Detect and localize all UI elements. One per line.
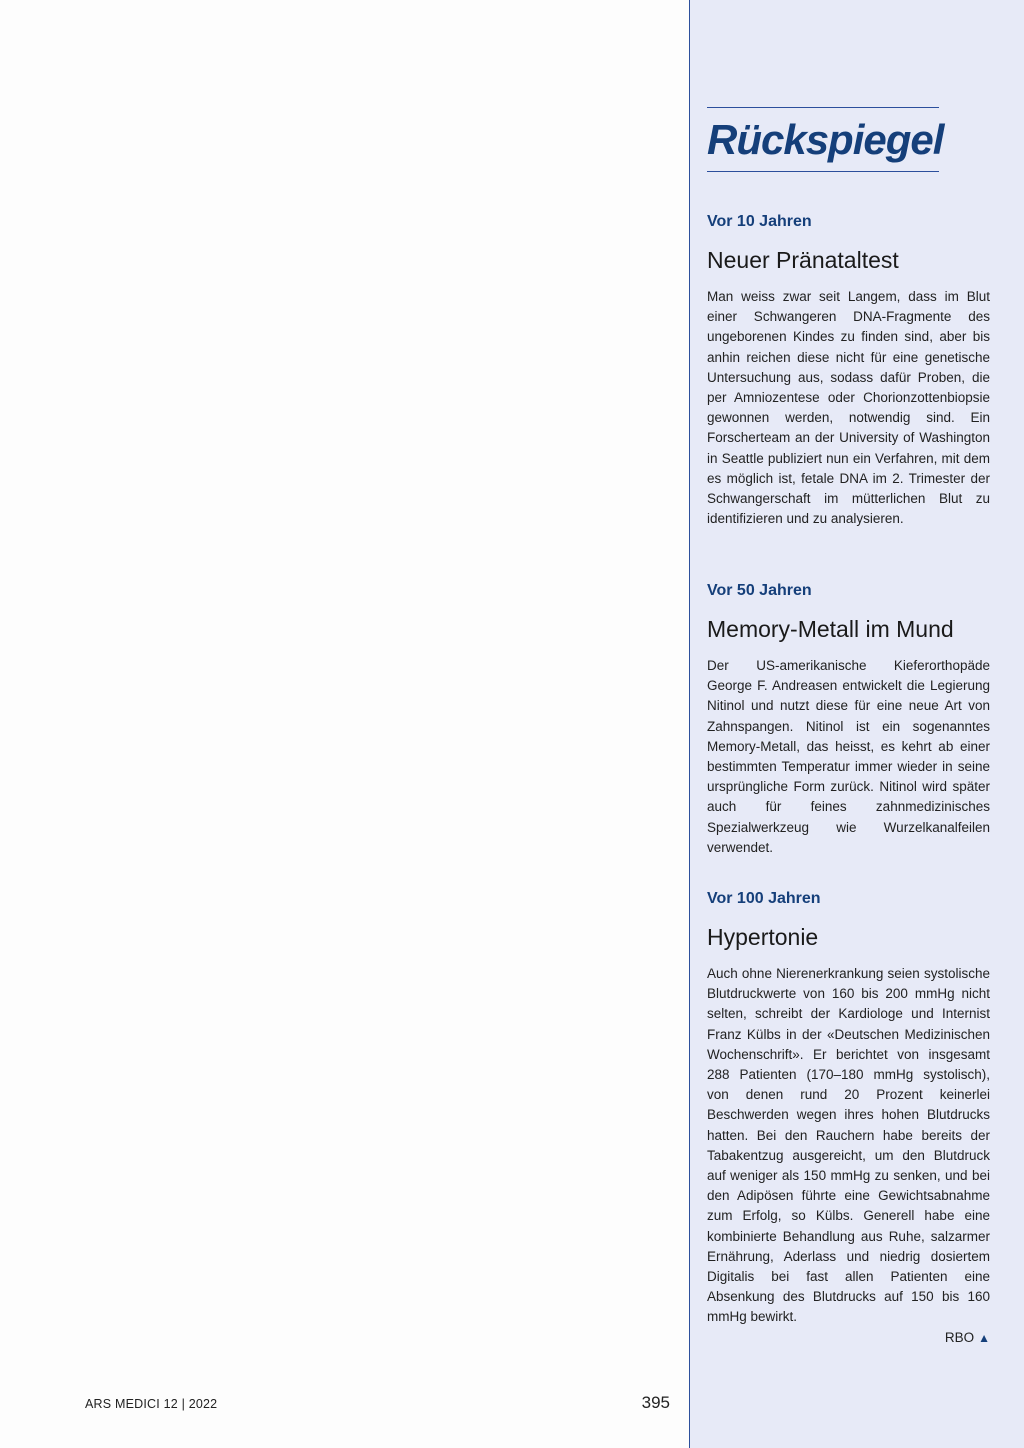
triangle-up-icon: ▲ bbox=[978, 1331, 990, 1345]
signature-text: RBO bbox=[944, 1330, 975, 1345]
section-body: Man weiss zwar seit Langem, dass im Blut einer Schwangeren DNA-Fragmente des ungeborenen Kindes zu finden sind, aber bis anhin reichen diese nicht für eine genetische Untersuchung aus, sodass dafür Proben, die per Amniozentese oder Chorionzottenbiopsie gewonnen werden, notwendig sind. Ein Forscherteam an der University of Washington in Seattle publiziert nun ein Verfahren, mit dem es möglich ist, fetale DNA im 2. Trimester der Schwangerschaft im mütterlichen Blut zu identifizieren und zu analysieren. bbox=[707, 289, 990, 527]
section-100-years bbox=[707, 889, 990, 1328]
section-kicker: Vor 50 Jahren bbox=[707, 582, 812, 599]
page-number: 395 bbox=[641, 1393, 670, 1412]
journal-footer: ARS MEDICI 12 | 2022 bbox=[85, 1397, 218, 1411]
section-10-years bbox=[707, 212, 990, 529]
section-kicker: Vor 10 Jahren bbox=[707, 213, 812, 230]
section-kicker: Vor 100 Jahren bbox=[707, 890, 821, 907]
sidebar-title: Rückspiegel bbox=[707, 116, 944, 163]
section-body: Auch ohne Nierenerkrankung seien systolische Blutdruckwerte von 160 bis 200 mmHg nicht selten, schreibt der Kardiologe und Internist Franz Külbs in der «Deutschen Medizinischen Wochenschrift». Er berichtet von insgesamt 288 Patienten (170–180 mmHg systolisch), von denen rund 20 Prozent keinerlei Beschwerden wegen ihres hohen Blutdrucks hatten. Bei den Rauchern habe bereits der Tabakentzug ausgereicht, um den Blutdruck auf weniger als 150 mmHg zu senken, und bei den Adipösen führte eine Gewichtsabnahme zum Erfolg, so Külbs. Generell habe eine kombinierte Behandlung aus Ruhe, salzarmer Ernährung, Aderlass und niedrig dosiertem Digitalis bei fast allen Patienten eine Absenkung des Blutdrucks auf 150 bis 160 mmHg bewirkt. bbox=[707, 966, 990, 1325]
section-heading: Memory-Metall im Mund bbox=[707, 616, 954, 642]
section-heading: Neuer Pränataltest bbox=[707, 247, 899, 273]
section-heading: Hypertonie bbox=[707, 924, 819, 950]
section-50-years bbox=[707, 581, 990, 858]
sidebar-title-block bbox=[707, 107, 944, 172]
author-signature bbox=[900, 1328, 990, 1348]
section-body: Der US-amerikanische Kieferorthopäde George F. Andreasen entwickelt die Legierung Nitinol und nutzt diese für eine neue Art von Zahnspangen. Nitinol ist ein sogenanntes Memory-Metall, das heisst, es kehrt ab einer bestimmten Temperatur immer wieder in seine ursprüngliche Form zurück. Nitinol wird später auch für feines zahnmedizinisches Spezialwerkzeug wie Wurzelkanalfeilen verwendet. bbox=[707, 658, 990, 855]
